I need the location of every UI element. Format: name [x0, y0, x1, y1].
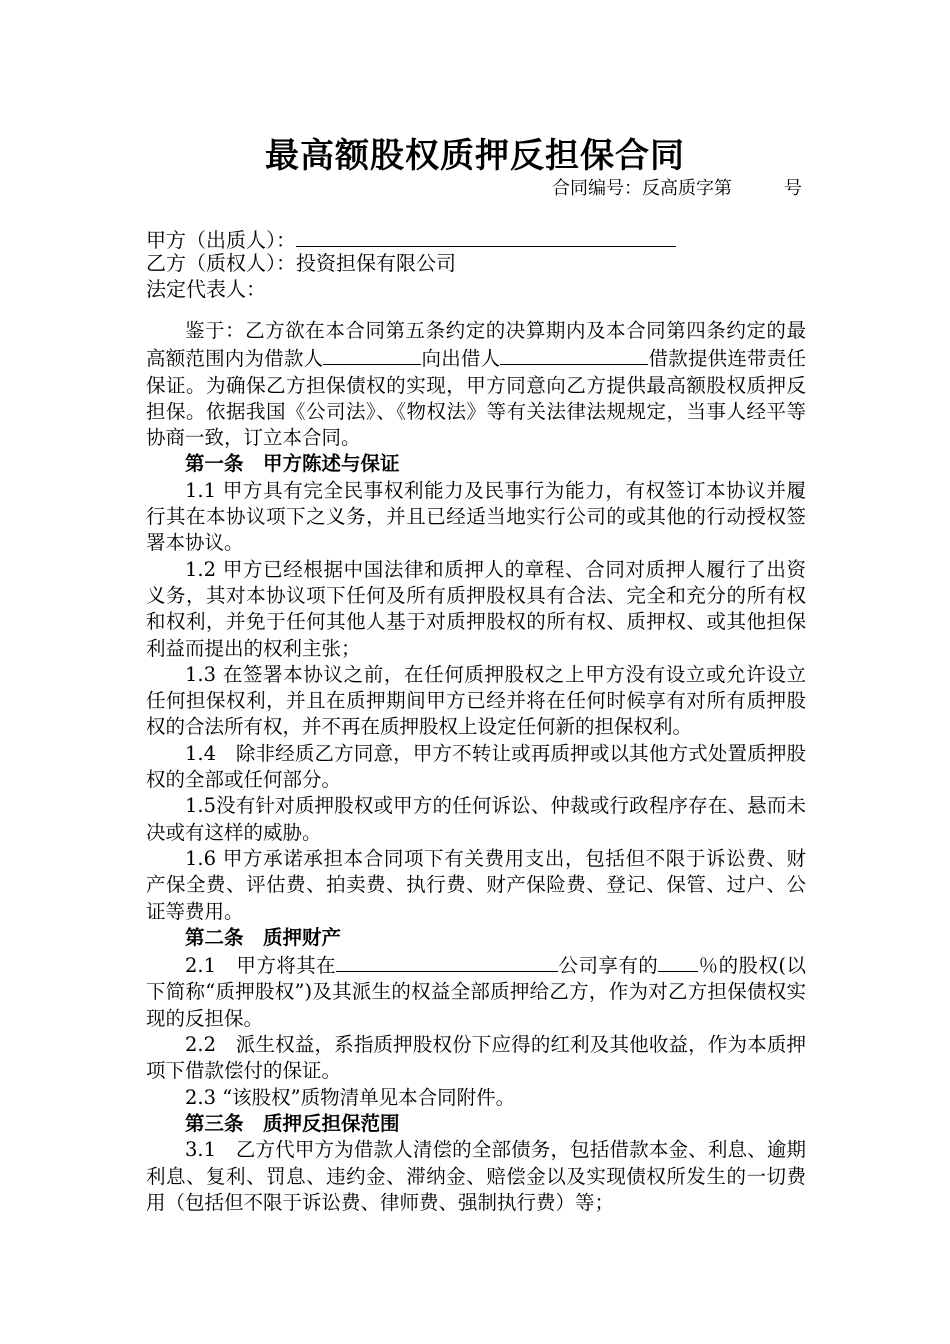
preamble-paragraph: 鉴于：乙方欲在本合同第五条约定的决算期内及本合同第四条约定的最高额范围内为借款人 向出借人 借款提供连带责任保证。为确保乙方担保债权的实现，甲方同意向乙方提供最高额股权质押反担保。依据我国《公司法》、《物权法》等有关法律法规规定，当事人经平等协商一致，订立本合同。 — [146, 319, 806, 450]
party-a-blank — [296, 224, 676, 247]
party-b-label: 乙方（质权人）： — [146, 251, 296, 275]
clause-1-5: 1.5没有针对质押股权或甲方的任何诉讼、仲裁或行政程序存在、悬而未决或有这样的威胁。 — [146, 794, 806, 844]
party-b-line — [146, 250, 456, 276]
contract-number — [552, 174, 802, 200]
clause-2-3: 2.3 “该股权”质物清单见本合同附件。 — [185, 1085, 516, 1109]
article-1-heading: 第一条 甲方陈述与保证 — [185, 452, 400, 476]
clause-2-2: 2.2 派生权益，系指质押股权份下应得的红利及其他收益，作为本质押项下借款偿付的保证。 — [146, 1033, 806, 1083]
legal-rep-line — [146, 276, 266, 302]
lender-blank — [500, 344, 648, 365]
contract-number-label: 合同编号：反高质字第 — [552, 178, 732, 199]
company-blank — [336, 951, 558, 972]
clause-3-1: 3.1 乙方代甲方为借款人清偿的全部债务，包括借款本金、利息、逾期利息、复利、罚息、违约金、滞纳金、赔偿金以及实现债权所发生的一切费用（包括但不限于诉讼费、律师费、强制执行费）等； — [146, 1138, 806, 1214]
contract-body — [146, 318, 806, 1216]
clause-2-1: 2.1 甲方将其在 公司享有的 ％的股权(以下简称“质押股权”)及其派生的权益全部质押给乙方，作为对乙方担保债权实现的反担保。 — [146, 951, 806, 1032]
clause-1-1: 1.1 甲方具有完全民事权利能力及民事行为能力，有权签订本协议并履行其在本协议项下之义务，并且已经适当地实行公司的或其他的行动授权签署本协议。 — [146, 478, 806, 555]
clause-1-2: 1.2 甲方已经根据中国法律和质押人的章程、合同对质押人履行了出资义务，其对本协议项下任何及所有质押股权具有合法、完全和充分的所有权和权利，并免于任何其他人基于对质押股权的所有权、质押权、或其他担保利益而提出的权利主张； — [146, 557, 806, 660]
party-a-line — [146, 224, 676, 253]
clause-1-6: 1.6 甲方承诺承担本合同项下有关费用支出，包括但不限于诉讼费、财产保全费、评估费、拍卖费、执行费、财产保险费、登记、保管、过户、公证等费用。 — [146, 846, 806, 923]
party-a-label: 甲方（出质人）： — [146, 228, 296, 252]
percent-blank — [658, 951, 698, 972]
borrower-blank — [323, 344, 421, 365]
document-title: 最高额股权质押反担保合同 — [265, 136, 685, 176]
party-b-value: 投资担保有限公司 — [296, 251, 456, 275]
clause-1-3: 1.3 在签署本协议之前，在任何质押股权之上甲方没有设立或允许设立任何担保权利，并且在质押期间甲方已经并将在任何时候享有对所有质押股权的合法所有权，并不再在质押股权上设定任何新的担保权利。 — [146, 662, 806, 739]
article-2-heading: 第二条 质押财产 — [185, 925, 342, 949]
contract-number-suffix: 号 — [784, 178, 802, 199]
article-3-heading: 第三条 质押反担保范围 — [185, 1111, 400, 1135]
legal-rep-label: 法定代表人： — [146, 277, 266, 301]
clause-1-4: 1.4 除非经质乙方同意，甲方不转让或再质押或以其他方式处置质押股权的全部或任何部分。 — [146, 741, 806, 792]
